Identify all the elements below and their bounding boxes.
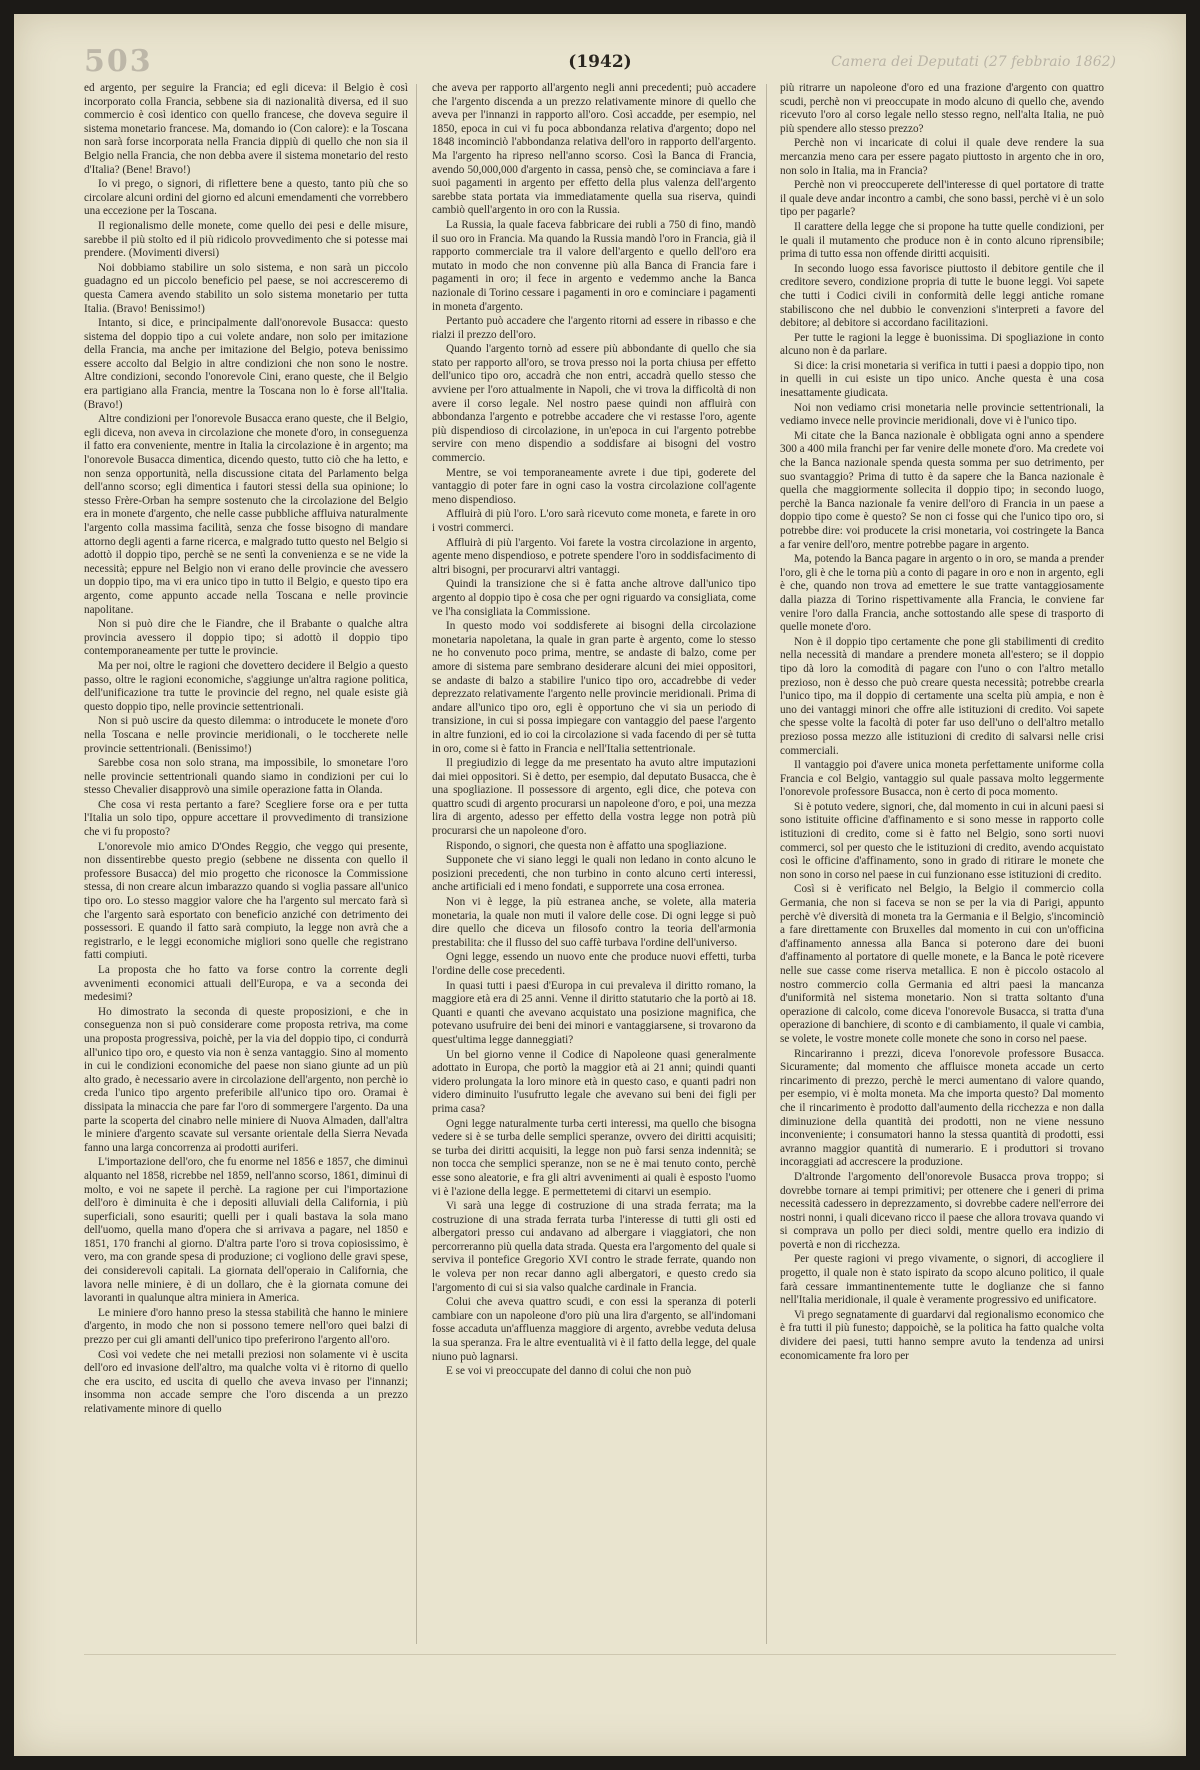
paragraph: L'importazione dell'oro, che fu enorme nel 1856 e 1857, che diminuì alquanto nel 1858, ricrebbe nel 1859, nell'anno scorso, 1861, diminuì di molto, e voi ne sapete il perchè. La ragione per cui l'importazione dell'oro è diminuita è che i depositi alluviali della California, i più superficiali, sono esauriti; quelli per i quali bastava la sola mano dell'uomo, quella mano d'opera che si arrivava a pagare, nel 1850 e 1851, 170 franchi al giorno. D'altra parte l'oro si trova copiosissimo, è vero, ma con grande spesa di produzione; ci vogliono delle gravi spese, dei considerevoli capitali. La giornata dell'operaio in California, che lavora nelle miniere, è di un dollaro, che è la giornata comune dei lavoranti in qualunque altra miniera in America. bbox=[84, 1156, 408, 1305]
paragraph: Si dice: la crisi monetaria si verifica in tutti i paesi a doppio tipo, non in quelli in cui esiste un tipo unico. Anche questa è una cosa inesattamente giudicata. bbox=[780, 359, 1104, 400]
paragraph: La Russia, la quale faceva fabbricare dei rubli a 750 di fino, mandò il suo oro in Francia. Ma quando la Russia mandò l'oro in Francia, già il rapporto commerciale tra il valore dell'argento e quello dell'oro era mutato in modo che non convenne più alla Banca di Francia fare i pagamenti in oro; il fece in argento e vedemmo anche la Banca nazionale di Torino cessare i pagamenti in oro e cominciare i pagamenti in moneta d'argento. bbox=[432, 218, 756, 313]
paragraph: Un bel giorno venne il Codice di Napoleone quasi generalmente adottato in Europa, che portò la maggior età ai 21 anni; quindi quanti videro prolungata la loro minore età in questo caso, e quanti padri non videro diminuito l'usufrutto legale che avevano sui beni dei figli per prima casa? bbox=[432, 1048, 756, 1115]
paragraph: Quando l'argento tornò ad essere più abbondante di quello che sia stato per rapporto all'oro, se trova presso noi la porta chiusa per effetto dell'unico tipo oro, accadrà che non entri, accadrà quello stesso che avviene per l'oro attualmente in Napoli, che vi trova la difficoltà di non avere il corso legale. Nel nostro paese quindi non affluirà con abbondanza l'argento e potrebbe accadere che vi restasse l'oro, agente più dispendioso di circolazione, in un'epoca in cui l'argento potrebbe servire con meno dispendio a soddisfare ai bisogni del vostro commercio. bbox=[432, 343, 756, 465]
paragraph: Così voi vedete che nei metalli preziosi non solamente vi è uscita dell'oro ed invasione dell'altro, ma qualche volta vi è ritorno di quello che era uscito, ed uscita di quello che aveva invaso per l'innanzi; insomma non accade sempre che l'oro discenda a un prezzo relativamente minore di quello bbox=[84, 1348, 408, 1415]
paragraph: Non si può uscire da questo dilemma: o introducete le monete d'oro nella Toscana e nelle provincie meridionali, o le toccherete nelle provincie settentrionali. (Benissimo!) bbox=[84, 715, 408, 755]
paragraph: Il pregiudizio di legge da me presentato ha avuto altre imputazioni dai miei oppositori. Si è detto, per esempio, dal deputato Busacca, che è una spogliazione. Il possessore di argento, egli dice, che poteva con quattro scudi di argento procurarsi un napoleone d'oro, e poi, una mezza lira di argento, adesso per effetto della vostra legge non potrà più procurarsi che un napoleone d'oro. bbox=[432, 757, 756, 838]
paragraph: Affluirà di più l'argento. Voi farete la vostra circolazione in argento, agente meno dispendioso, e potrete spendere l'oro in soddisfacimento di altri bisogni, per procurarvi altri vantaggi. bbox=[432, 536, 756, 576]
text-column-2 bbox=[432, 82, 756, 1642]
paragraph: Per tutte le ragioni la legge è buonissima. Di spogliazione in conto alcuno non è da parlare. bbox=[780, 331, 1104, 358]
paragraph: Ma per noi, oltre le ragioni che dovettero decidere il Belgio a questo passo, oltre le ragioni economiche, s'aggiunge un'altra ragione politica, dell'unificazione tra tutte le provincie del regno, nel quale esiste già questo doppio tipo, nelle provincie settentrionali. bbox=[84, 659, 408, 713]
page-header-number: (1942) bbox=[568, 52, 632, 72]
paragraph: Intanto, si dice, e principalmente dall'onorevole Busacca: questo sistema del doppio tipo a cui volete andare, non solo per imitazione della Francia, ma anche per imitazione del Belgio, poteva benissimo essere accolto dal Belgio in altre condizioni che non sono le nostre. Altre condizioni, secondo l'onorevole Cini, erano queste, che il Belgio era partigiano alla Francia, mentre la Toscana non lo è forse all'Italia. (Bravo!) bbox=[84, 317, 408, 411]
paragraph: Perchè non vi preoccuperete dell'interesse di quel portatore di tratte il quale deve andar incontro a cambi, che sono bassi, perchè vi è un solo tipo per pagarle? bbox=[780, 179, 1104, 219]
paragraph: Affluirà di più l'oro. L'oro sarà ricevuto come moneta, e farete in oro i vostri commerci. bbox=[432, 508, 756, 534]
paragraph: In quasi tutti i paesi d'Europa in cui prevaleva il diritto romano, la maggiore età era di 25 anni. Venne il diritto statutario che la portò ai 18. Quanti e quanti che avevano acquistato una posizione magnifica, che potevano usufruire dei beni dei minori e vantaggiarsene, si trovarono da quest'ultima legge danneggiati? bbox=[432, 979, 756, 1046]
paragraph: In secondo luogo essa favorisce piuttosto il debitore gentile che il creditore severo, condizione propria di tutte le buone leggi. Voi sapete che tutti i Codici civili in conformità delle leggi antiche romane stabiliscono che nel dubbio le convenzioni s'interpreti a favore del debitore; al debitore si accordano facilitazioni. bbox=[780, 262, 1104, 330]
paragraph: Non si può dire che le Fiandre, che il Brabante o qualche altra provincia avessero il doppio tipo; si adottò il doppio tipo contemporaneamente per tutte le provincie. bbox=[84, 618, 408, 658]
paragraph: Che cosa vi resta pertanto a fare? Scegliere forse ora e per tutta l'Italia un solo tipo, oppure accettare il provvedimento di transizione che vi fu proposto? bbox=[84, 798, 408, 839]
paragraph: Vi sarà una legge di costruzione di una strada ferrata; ma la costruzione di una strada ferrata turba l'interesse di tutti gli osti ed albergatori presso cui andavano ad albergare i viaggiatori, che non percorreranno più quella data strada. Questa era l'argomento del quale si serviva il pontefice Gregorio XVI contro le strade ferrate, quando non le voleva per non recar danno agli albergatori, e questo credo sia l'argomento di cui si sia valso qualche cardinale in Francia. bbox=[432, 1200, 756, 1294]
paragraph: Non vi è legge, la più estranea anche, se volete, alla materia monetaria, la quale non muti il valore delle cose. Di ogni legge si può dire quello che diceva un filosofo contro la teoria dell'armonia prestabilita: che il flusso del suo caffè turbava l'ordine dell'universo. bbox=[432, 896, 756, 949]
paragraph: Noi non vediamo crisi monetaria nelle provincie settentrionali, la vediamo invece nelle provincie meridionali, dove vi è l'unico tipo. bbox=[780, 401, 1104, 428]
page-number-mirror: 503 bbox=[84, 44, 153, 79]
paragraph: Il regionalismo delle monete, come quello dei pesi e delle misure, sarebbe il più stolto ed il più ridicolo provvedimento che si potesse mai prendere. (Movimenti diversi) bbox=[84, 219, 408, 260]
paragraph: Le miniere d'oro hanno preso la stessa stabilità che hanno le miniere d'argento, in modo che non si possono temere nell'oro quei balzi di prezzo per cui gli amanti dell'unico tipo preferirono l'argento all'oro. bbox=[84, 1306, 408, 1347]
paragraph: Per queste ragioni vi prego vivamente, o signori, di accogliere il progetto, il quale non è stato ispirato da scopo alcuno politico, il quale farà cessare immantinentemente tutte le doglianze che si fanno nell'Italia meridionale, il quale è veramente progressivo ed unificatore. bbox=[780, 1253, 1104, 1307]
paragraph: Si è potuto vedere, signori, che, dal momento in cui in alcuni paesi si sono istituite officine d'affinamento e si sono messe in rapporto colle istituzioni di credito, come si è fatto nel Belgio, sono sorti nuovi commerci, sol per questo che le istituzioni di credito, avendo acquistato così le officine d'affinamento, sono in grado di ritirare le monete che non sono in corso nel paese in cui funzionano esse istituzioni di credito. bbox=[780, 800, 1104, 881]
paragraph: Perchè non vi incaricate di colui il quale deve rendere la sua mercanzia meno cara per essere pagato piuttosto in argento che in oro, non solo in Italia, ma in Francia? bbox=[780, 137, 1104, 177]
paragraph: Rispondo, o signori, che questa non è affatto una spogliazione. bbox=[446, 839, 727, 852]
paragraph: Rincariranno i prezzi, diceva l'onorevole professore Busacca. Sicuramente; dal momento che affluisce moneta accade un certo rincarimento di prezzo, perchè le merci aumentano di valore quando, per esempio, vi è molta moneta. Ma che importa questo? Dal momento che il rincarimento è prodotto dall'aumento della ricchezza e non dalla diminuzione della quantità dei prodotti, non ne viene nessuno inconveniente; i consumatori hanno la stessa quantità di prodotti, essi avranno maggior quantità di numerario. E i produttori si trovano incoraggiati ad accrescere la produzione. bbox=[780, 1047, 1104, 1169]
paragraph: Supponete che vi siano leggi le quali non ledano in conto alcuno le posizioni precedenti, che non turbino in conto alcuno certi interessi, anche artificiali ed i meno fondati, e supporrete una cosa erronea. bbox=[432, 854, 756, 894]
paragraph: Pertanto può accadere che l'argento ritorni ad essere in ribasso e che rialzi il prezzo dell'oro. bbox=[432, 315, 756, 341]
paragraph: Colui che aveva quattro scudi, e con essi la speranza di poterli cambiare con un napoleone d'oro più una lira d'argento, se all'indomani fosse accaduta un'affluenza maggiore di argento, avrebbe veduta delusa la sua speranza. Fra le altre eventualità vi è il fatto della legge, del quale niuno può lagnarsi. bbox=[432, 1296, 756, 1363]
paragraph: Il carattere della legge che si propone ha tutte quelle condizioni, per le quali il mutamento che produce non è in conto alcuno riprensibile; prima di tutto essa non offende diritti acquisiti. bbox=[780, 220, 1104, 261]
paragraph: Sarebbe cosa non solo strana, ma impossibile, lo smonetare l'oro nelle provincie settentrionali quando siamo in condizioni per cui lo stesso Chevalier disapprovò una simile operazione fatta in Olanda. bbox=[84, 757, 408, 797]
paragraph: Vi prego segnatamente di guardarvi dal regionalismo economico che è fra tutti il più funesto; dappoichè, se la politica ha fatto qualche volta dividere dei paesi, tutti hanno sempre avuto la tendenza ad unirsi economicamente fra loro per bbox=[780, 1308, 1104, 1362]
paragraph: In questo modo voi soddisferete ai bisogni della circolazione monetaria napoletana, la quale in gran parte è argento, come lo stesso ne ho convenuto poco prima, mentre, se andaste di balzo, come per amore di sistema pare sembrano desiderare alcuni dei miei oppositori, se andaste di balzo a stabilire l'unico tipo oro, accadrebbe di veder deprezzato relativamente l'argento nelle provincie meridionali. Prima di andare all'unico tipo oro, egli è opportuno che vi sia un periodo di transizione, in cui si possa impiegare con vantaggio del paese l'argento in altre funzioni, ed io coi la circolazione si vada facendo di per sè tutta in oro, come si è fatto in Francia e nell'Italia settentrionale. bbox=[432, 620, 756, 755]
paragraph: Il vantaggio poi d'avere unica moneta perfettamente uniforme colla Francia e col Belgio, vantaggio sul quale passava molto leggermente l'onorevole professore Busacca, non è certo di poca momento. bbox=[780, 759, 1104, 799]
paragraph: Mentre, se voi temporaneamente avrete i due tipi, goderete del vantaggio di poter fare in ogni caso la vostra circolazione coll'agente meno dispendioso. bbox=[432, 466, 756, 506]
paragraph: La proposta che ho fatto va forse contro la corrente degli avvenimenti economici attuali dell'Europa, e va a seconda dei medesimi? bbox=[84, 964, 408, 1004]
paragraph: Ogni legge naturalmente turba certi interessi, ma quello che bisogna vedere si è se turba delle semplici speranze, ovvero dei diritti acquisiti; se turba dei diritti acquisiti, la legge non può farsi senza indennità; se non tocca che semplici speranze, non se ne è mai tenuto conto, perchè esse sono aleatorie, e fra gli altri avvenimenti ai quali è esposto l'uomo vi è l'azione della legge. E permettetemi di citarvi un esempio. bbox=[432, 1117, 756, 1198]
paragraph: L'onorevole mio amico D'Ondes Reggio, che veggo qui presente, non dissentirebbe questo pregio (sebbene ne dissenta con quello il professore Busacca) del mio progetto che riconosce la Commissione stessa, di non creare alcun imbarazzo quando si voglia passare all'unico tipo oro. Lo stesso maggior valore che ha l'argento sul mercato farà sì che l'argento sarà esportato con beneficio anziché con detrimento dei possessori. E quando il fatto sarà compiuto, la legge non avrà che a registrarlo, e le leggi economiche migliori sono quelle che registrano fatti compiuti. bbox=[84, 840, 408, 962]
paragraph: Noi dobbiamo stabilire un solo sistema, e non sarà un piccolo guadagno ed un piccolo beneficio pel paese, se noi accresceremo di questa Camera avendo stabilito un solo sistema monetario per tutta Italia. (Bravo! Benissimo!) bbox=[84, 261, 408, 315]
paragraph: ed argento, per seguire la Francia; ed egli diceva: il Belgio è così incorporato colla Francia, sebbene sia di nazionalità diversa, ed il suo commercio è così identico con quello francese, che doveva seguire il sistema monetario francese. Ma, domando io (Con calore): e la Toscana non sarà forse incorporata nella Francia dippiù di quello che non sia il Belgio nella Francia, che non debba avere il sistema monetario del resto d'Italia? (Bene! Bravo!) bbox=[84, 82, 408, 176]
paragraph: che aveva per rapporto all'argento negli anni precedenti; può accadere che l'argento discenda a un prezzo relativamente minore di quello che aveva per l'innanzi in rapporto all'oro. Così accadde, per esempio, nel 1850, epoca in cui vi fu poca abbondanza relativa d'argento; dopo nel 1848 incominciò l'abbondanza relativa dell'oro in rapporto dell'argento. Ma l'argento ha ripreso nell'anno scorso. Così la Banca di Francia, avendo 50,000,000 d'argento in cassa, pensò che, se cominciava a fare i suoi pagamenti in argento per effetto della plus valenza dell'argento sarebbe stata portata via immediatamente quella sua riserva, quindi cambiò quell'argento in oro con la Russia. bbox=[432, 82, 756, 217]
paragraph: Quindi la transizione che si è fatta anche altrove dall'unico tipo argento al doppio tipo è cosa che per ogni riguardo va consigliata, come ve l'ha consigliata la Commissione. bbox=[432, 578, 756, 618]
paragraph: più ritrarre un napoleone d'oro ed una frazione d'argento con quattro scudi, perchè non vi preoccupate in modo alcuno di quello che, avendo ricevuto l'oro al corso legale nello stesso regno, nell'alta Italia, ne può più spendere allo stesso prezzo? bbox=[780, 82, 1104, 135]
text-columns bbox=[84, 82, 1104, 1642]
paragraph: Altre condizioni per l'onorevole Busacca erano queste, che il Belgio, egli diceva, non aveva in circolazione che monete d'oro, in conseguenza il fatto era conveniente, mentre in Italia la circolazione è in argento; ma l'onorevole Busacca dimentica, dicendo questo, tutto ciò che ha letto, e non senza opportunità, nella discussione citata del Parlamento belga dell'anno scorso; egli dimentica i fautori stessi della sua opinione; lo stesso Frère-Orban ha sempre sostenuto che la circolazione del Belgio era in monete d'argento, che nelle casse pubbliche affluiva naturalmente l'argento colla massima facilità, senza che fosse bisogno di mandare attorno degli agenti a farne ricerca, e malgrado tutto questo nel Belgio si adottò il doppio tipo, perchè se ne sentì la convenienza e se ne vide la necessità; eppure nel Belgio non vi erano delle provincie che avessero un doppio tipo, ma vi era unico tipo in tutto il Belgio, e questo tipo era argento, come appunto accade nella Toscana e nelle provincie napolitane. bbox=[84, 413, 408, 616]
text-column-3 bbox=[780, 82, 1104, 1642]
paragraph: Ogni legge, essendo un nuovo ente che produce nuovi effetti, turba l'ordine delle cose precedenti. bbox=[432, 951, 756, 977]
page-header-note-mirror: Camera dei Deputati (27 febbraio 1862) bbox=[831, 54, 1116, 70]
page-bottom-margin bbox=[84, 1654, 1116, 1715]
text-column-1 bbox=[84, 82, 408, 1642]
paragraph: Mi citate che la Banca nazionale è obbligata ogni anno a spendere 300 a 400 mila franchi per far venire delle monete d'oro. Ma credete voi che la Banca nazionale spenda questa somma per suo detrimento, per suo svantaggio? Prima di tutto è da sapere che la Banca nazionale è quella che maggiormente sollecita il doppio tipo; in secondo luogo, perchè la Banca nazionale fa venire dell'oro di Francia in un paese a doppio tipo come è questo? Se non ci fosse qui che l'unico tipo oro, si potrebbe dire: voi producete la crisi monetaria, voi costringete la Banca a far venire dell'oro, mentre potrebbe pagare in argento. bbox=[780, 429, 1104, 551]
paragraph: D'altronde l'argomento dell'onorevole Busacca prova troppo; si dovrebbe tornare ai tempi primitivi; per ottenere che i generi di prima necessità cadessero in deprezzamento, si dovrebbe cadere nell'errore dei nostri nonni, i quali dicevano ricco il paese che allora trovava quando vi si comprava un pollo per dieci soldi, mentre quello era indizio di povertà e non di ricchezza. bbox=[780, 1170, 1104, 1251]
paragraph: Ho dimostrato la seconda di queste proposizioni, e che in conseguenza non si può considerare come proposta retriva, ma come una proposta progressiva, poichè, per la via del doppio tipo, ci condurrà all'unico tipo oro, e questo via non è senza vantaggio. Sino al momento in cui le condizioni economiche del paese non siano giunte ad un più alto grado, è necessario avere in circolazione dell'argento, non perchè io creda l'unico tipo argento preferibile all'unico tipo oro. Oramai è dissipata la minaccia che pare far l'oro di sommergere l'argento. Da una parte la scoperta del cinabro nelle miniere di Nuova Almaden, dall'altra le miniere d'argento scavate sul versante orientale della Sierra Nevada fanno una larga concorrenza ai prodotti auriferi. bbox=[84, 1005, 408, 1154]
paragraph: Così si è verificato nel Belgio, la Belgio il commercio colla Germania, che non si faceva se non se per la via di Parigi, appunto perchè v'è diversità di moneta tra la Germania e il Belgio, s'incominciò a fare direttamente con Bruxelles dal momento in cui con un'officina d'affinamento annessa alla Banca si poterono dare dei buoni d'affinamento al portatore di quelle monete, e la Banca le potè ricevere nelle sue casse come riserva metallica. E non è piccolo ostacolo al nostro commercio colla Germania ed altri paesi la mancanza d'uniformità nel sistema monetario. Non si tratta soltanto d'una operazione di calcolo, come diceva l'onorevole Busacca, si tratta d'una operazione di banchiere, di sconto e di cambiamento, il quale vi cambia, se volete, le vostre monete colle monete che sono in corso nel paese. bbox=[780, 883, 1104, 1045]
paragraph: Non è il doppio tipo certamente che pone gli stabilimenti di credito nella necessità di mandare a prendere moneta all'estero; se il doppio tipo dà loro la comodità di pagare con l'uno o con l'altro metallo prezioso, non è desso che può creare questa necessità; potrebbe crearla l'unico tipo, ma il doppio di certamente una scelta più ampia, e non è uno dei vantaggi minori che offre alle istituzioni di credito. Voi sapete che spesse volte la facoltà di poter far uso dell'uno o dell'altro metallo prezioso possa mezzo alle istituzioni di credito di salvarsi nelle crisi commerciali. bbox=[780, 635, 1104, 757]
paragraph: Ma, potendo la Banca pagare in argento o in oro, se manda a prender l'oro, gli è che le torna più a conto di pagare in oro e non in argento, egli è che, quando non trova ad emettere le sue tratte vantaggiosamente dalla piazza di Torino rispettivamente alla Francia, le conviene far venire l'oro dalla Francia, anche sottostando alle spese di trasporto di quelle monete d'oro. bbox=[780, 553, 1104, 634]
newspaper-page bbox=[14, 14, 1186, 1756]
paragraph: E se voi vi preoccupate del danno di colui che non può bbox=[446, 1365, 692, 1378]
paragraph: Io vi prego, o signori, di riflettere bene a questo, tanto più che so circolare alcuni ordini del giorno ed alcuni emendamenti che vorrebbero una eccezione per la Toscana. bbox=[84, 178, 408, 218]
